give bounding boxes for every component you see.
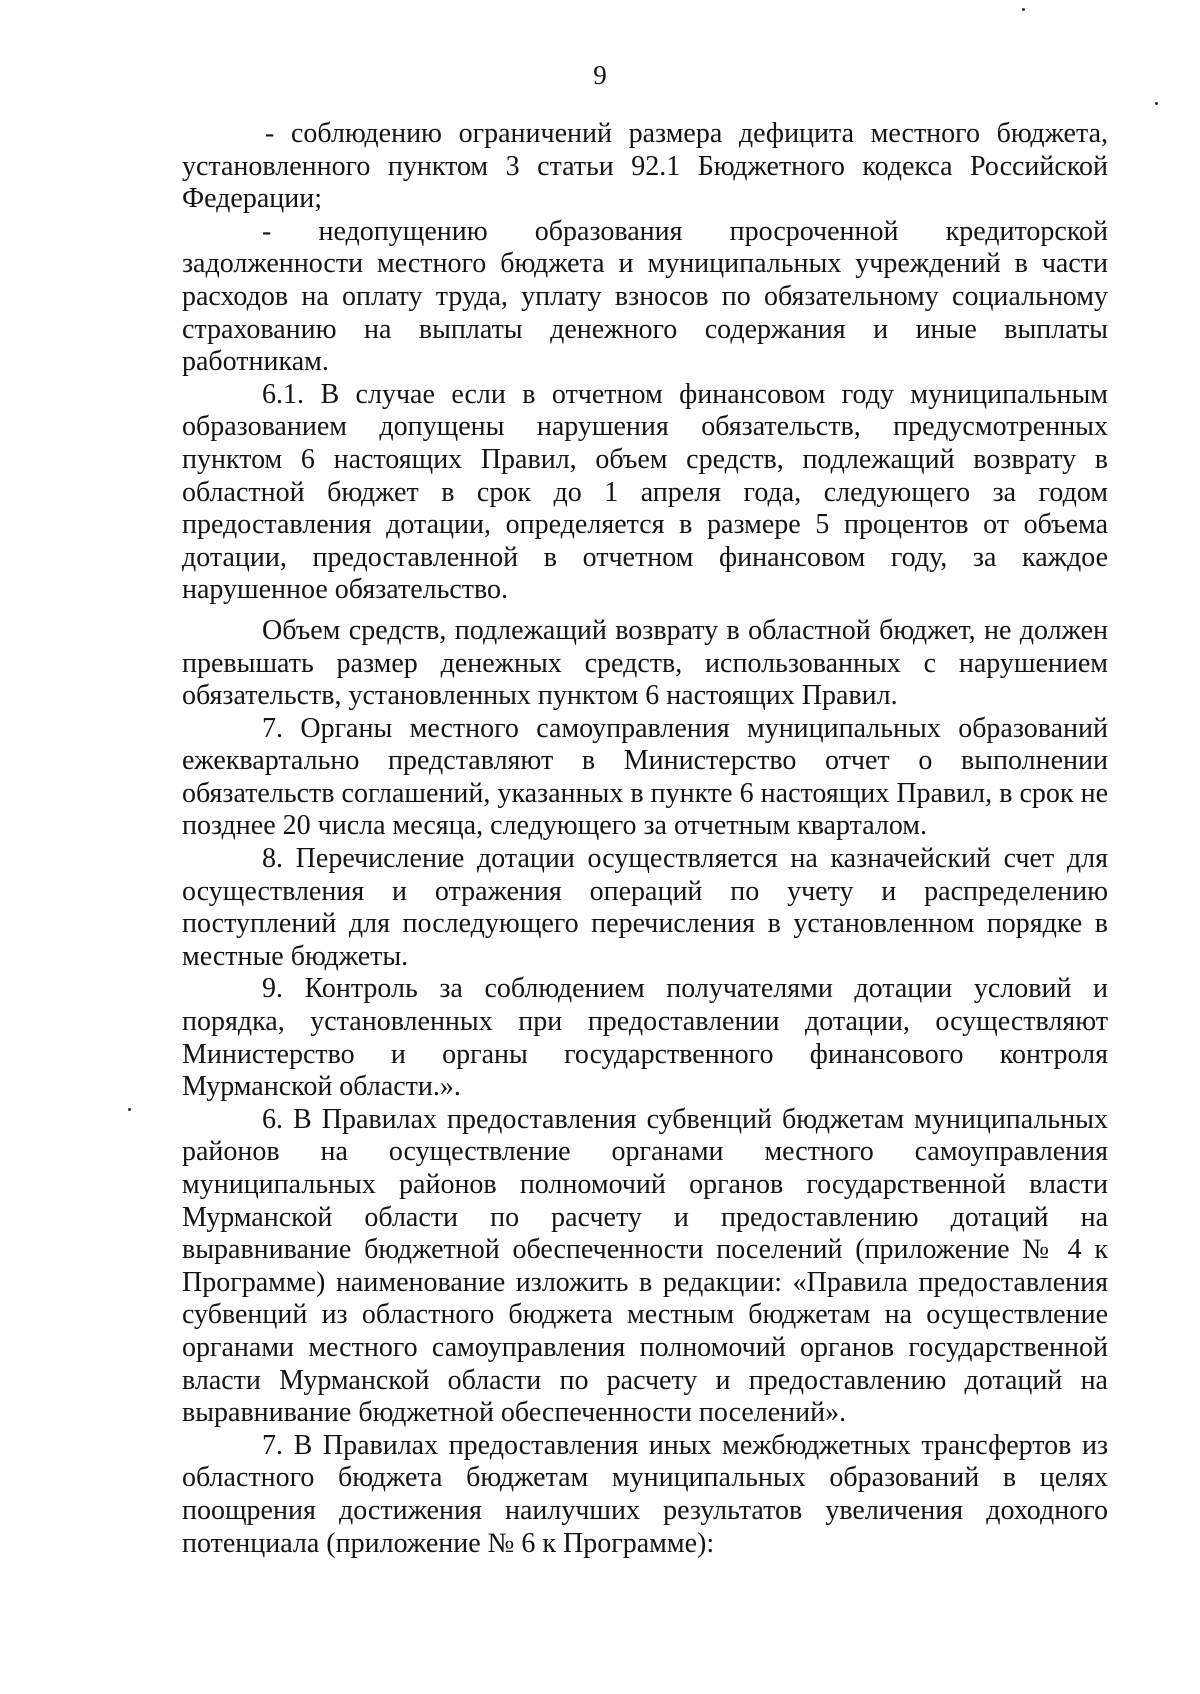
scan-speck — [128, 1108, 131, 1111]
paragraph-9-control: 9. Контроль за соблюдением получателями дотации условий и порядка, установленных при предоставлении дотации, осуществляют Министерство и органы государственного финансового контроля Мурманской области.». — [182, 973, 1108, 1103]
scan-speck — [1155, 102, 1158, 105]
paragraph-7-reporting: 7. Органы местного самоуправления муниципальных образований ежеквартально представляют в Министерство отчет о выполнении обязательств соглашений, указанных в пункте 6 настоящих Правил, в срок не позднее 20 числа месяца, следующего за отчетным кварталом. — [182, 712, 1108, 842]
paragraph-refund-limit: Объем средств, подлежащий возврату в областной бюджет, не должен превышать размер денежных средств, использованных с нарушением обязательств, установленных пунктом 6 настоящих Правил. — [182, 614, 1108, 712]
document-body — [182, 118, 1108, 1560]
paragraph-6-subventions: 6. В Правилах предоставления субвенций бюджетам муниципальных районов на осуществление органами местного самоуправления муниципальных районов полномочий органов государственной власти Мурманской области по расчету и предоставлению дотаций на выравнивание бюджетной обеспеченности поселений (приложение № 4 к Программе) наименование изложить в редакции: «Правила предоставления субвенций из областного бюджета местным бюджетам на осуществление органами местного самоуправления полномочий органов государственной власти Мурманской области по расчету и предоставлению дотаций на выравнивание бюджетной обеспеченности поселений». — [182, 1103, 1108, 1429]
paragraph-8-transfer: 8. Перечисление дотации осуществляется на казначейский счет для осуществления и отражения операций по учету и распределению поступлений для последующего перечисления в установленном порядке в местные бюджеты. — [182, 843, 1108, 972]
page-number: 9 — [593, 60, 607, 90]
scan-speck — [1022, 8, 1025, 11]
paragraph-overdue-debt: - недопущению образования просроченной кредиторской задолженности местного бюджета и муниципальных учреждений в части расходов на оплату труда, уплату взносов по обязательному социальному страхованию на выплаты денежного содержания и иные выплаты работникам. — [182, 215, 1108, 378]
paragraph-7-transfers: 7. В Правилах предоставления иных межбюджетных трансфертов из областного бюджета бюджетам муниципальных образований в целях поощрения достижения наилучших результатов увеличения доходного потенциала (приложение № 6 к Программе): — [182, 1429, 1108, 1559]
paragraph-budget-deficit: - соблюдению ограничений размера дефицита местного бюджета, установленного пунктом 3 статьи 92.1 Бюджетного кодекса Российской Федерации; — [182, 118, 1108, 215]
paragraph-6-1: 6.1. В случае если в отчетном финансовом году муниципальным образованием допущены нарушения обязательств, предусмотренных пунктом 6 настоящих Правил, объем средств, подлежащий возврату в областной бюджет в срок до 1 апреля года, следующего за годом предоставления дотации, определяется в размере 5 процентов от объема дотации, предоставленной в отчетном финансовом году, за каждое нарушенное обязательство. — [182, 378, 1108, 606]
